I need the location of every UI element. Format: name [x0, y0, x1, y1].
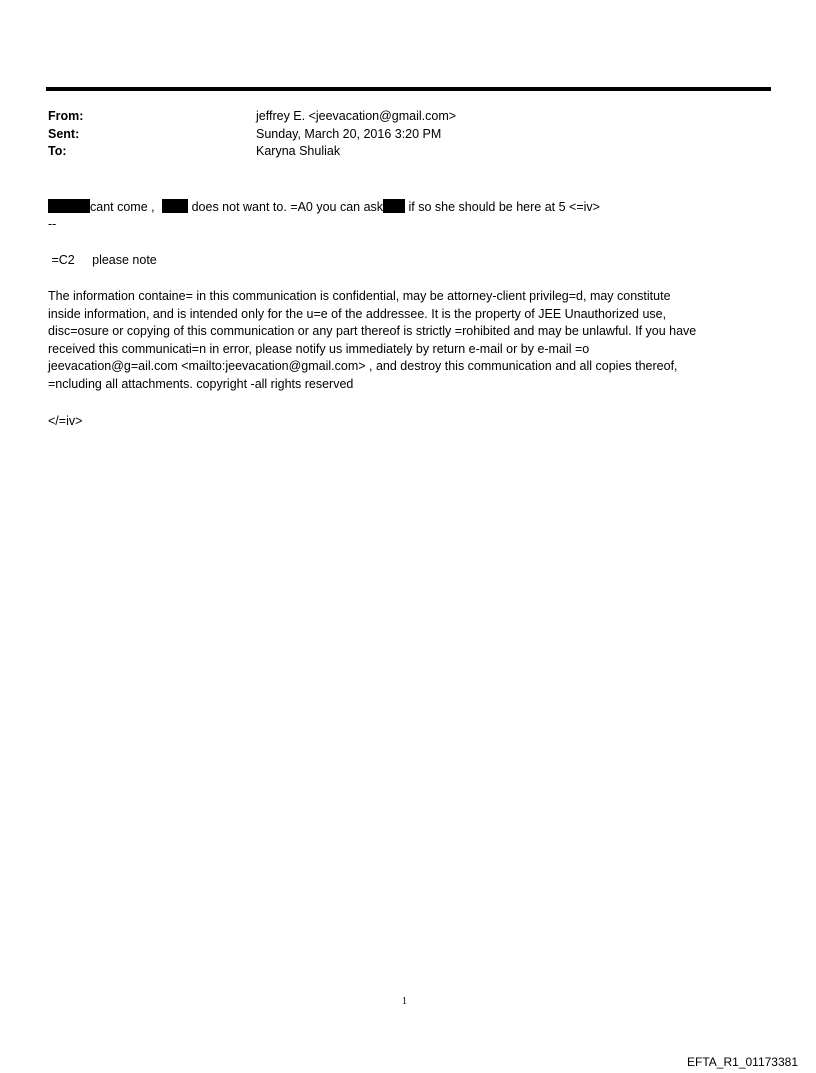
- message-segment-1: cant come ,: [90, 200, 155, 214]
- to-value: Karyna Shuliak: [256, 144, 341, 158]
- from-value: jeffrey E. <jeevacation@gmail.com>: [256, 109, 457, 123]
- confidentiality-disclaimer: [48, 288, 760, 394]
- message-line: [48, 199, 600, 217]
- header-rule: [46, 87, 771, 91]
- signature-separator: --: [48, 217, 57, 231]
- disclaimer-line: jeevacation@g=ail.com <mailto:jeevacation@gmail.com> , and destroy this communication and all copies thereof,: [48, 359, 678, 374]
- email-header: [48, 108, 456, 161]
- note-line: =C2 please note: [48, 253, 157, 267]
- closing-tag: </=iv>: [48, 414, 83, 428]
- disclaimer-line: disc=osure or copying of this communication or any part thereof is strictly =rohibited and may be unlawful. If you have: [48, 324, 697, 339]
- to-label: To:: [48, 144, 67, 158]
- redaction-block: [383, 199, 405, 213]
- redaction-block: [48, 199, 90, 213]
- sent-label: Sent:: [48, 126, 80, 141]
- from-row: [48, 108, 456, 126]
- page-number: 1: [402, 996, 407, 1007]
- message-segment-2: does not want to. =A0 you can ask: [191, 200, 384, 214]
- from-label: From:: [48, 109, 84, 123]
- redaction-block: [162, 199, 188, 213]
- to-row: [48, 143, 456, 161]
- message-segment-3: if so she should be here at 5 <=iv>: [405, 200, 600, 214]
- disclaimer-line: received this communicati=n in error, please notify us immediately by return e-mail or by e-mail =o: [48, 341, 590, 356]
- sent-row: [48, 126, 456, 144]
- bates-number: EFTA_R1_01173381: [687, 1055, 798, 1069]
- disclaimer-line: The information containe= in this communication is confidential, may be attorney-client privileg=d, may constitute: [48, 289, 671, 303]
- disclaimer-line: inside information, and is intended only for the u=e of the addressee. It is the property of JEE Unauthorized use,: [48, 306, 667, 321]
- sent-value: Sunday, March 20, 2016 3:20 PM: [256, 126, 442, 141]
- disclaimer-line: =ncluding all attachments. copyright -all rights reserved: [48, 376, 354, 391]
